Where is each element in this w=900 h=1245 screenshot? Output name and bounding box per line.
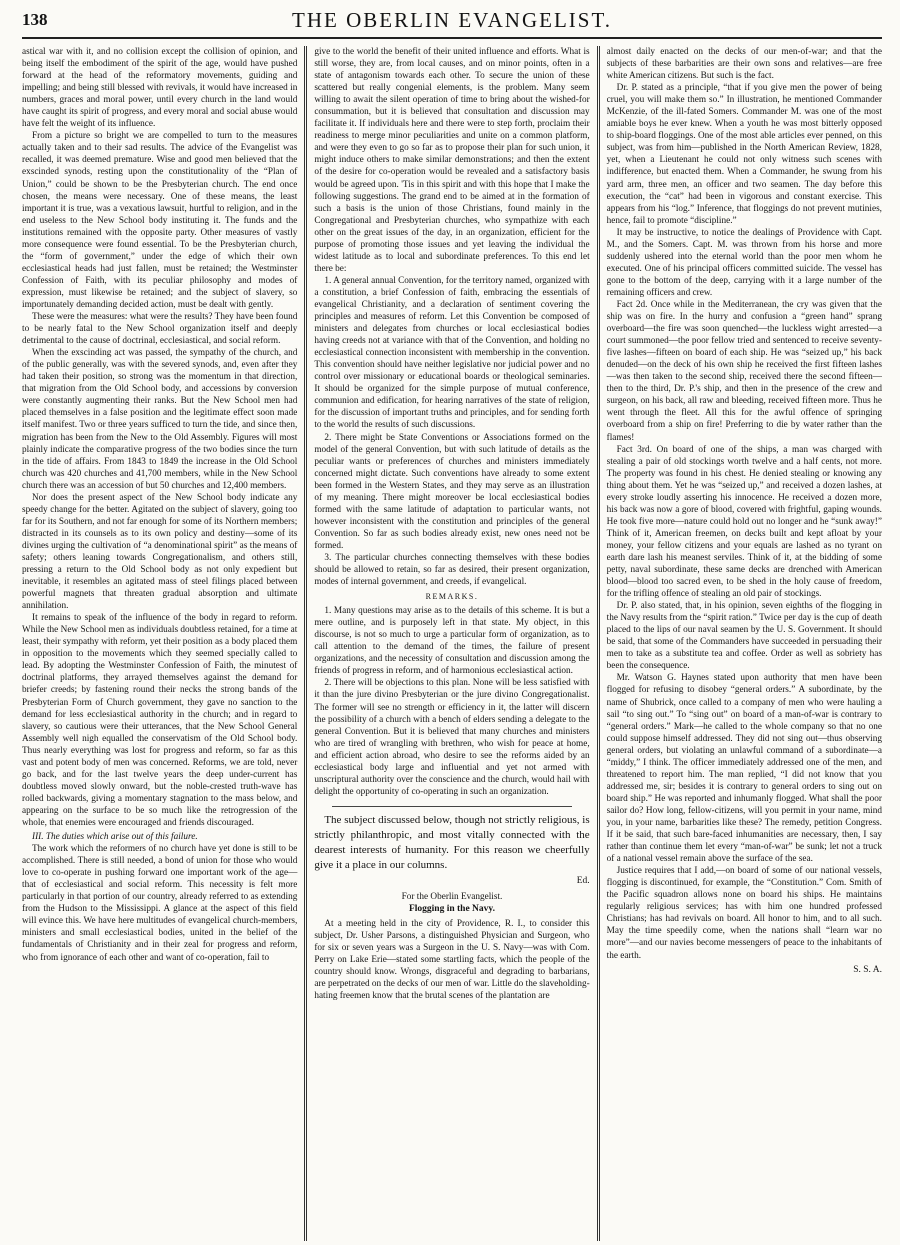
- paragraph: 1. A general annual Convention, for the territory named, organized with a constitution, a brief Confession of faith, embracing the essentials of evangelical Christianity, and a declaration of sentiment covering the principles and measures of reform. Let this Convention be composed of ministers and delegates from churches or local ecclesiastical bodies having creeds not at variance with that of the Convention, and holding no ecclesiastical connection inconsistent with membership in the convention. This convention should have neither legislative nor judicial power and no control over missionary or educational boards or theological seminaries. It should be organized for the simple purpose of mutual conference, communion and edification, for hearing narratives of the state of religion, for the discussion of important truths and principles, and for sending forth to the world the results of such discussions.: [314, 275, 590, 431]
- paragraph: Fact 3rd. On board of one of the ships, a man was charged with stealing a pair of old stockings worth twelve and a half cents, not more. The property was found in his chest. He denied stealing or knowing any thing about them. Yet he was “seized up,” and received a dozen lashes, at every stroke loudly asserting his innocence. He received a dozen more, his back was now a gore of blood, covered with frightful, gaping wounds. He took five more—nature could hold out no longer and he “sunk away!” Think of it, American freemen, on decks built and kept afloat by your money, your fellow citizens and your equals are lashed as no tyrant on earth dare lash his meanest serviles. Think of it, at the bidding of some petty, naval subordinate, these same decks are drenched with American blood—blood too sacred even, to be shed in the holy cause of freedom, for the trifling offence of stealing an old pair of stockings.: [606, 444, 882, 600]
- page-header: [22, 8, 882, 34]
- paragraph: 2. There might be State Conventions or Associations formed on the model of the general Convention, but with such latitude of details as the peculiar wants or preferences of churches and ministers immediately concerned might dictate. Such conventions have already to some extent been formed in the Western States, and they may serve as an illustration of my meaning. There might moreover be local ecclesiastical bodies formed with the same latitude of adaptation to particular wants, not however inconsistent with the constitution and principles of the general Convention. So far as such bodies already exist, new ones need not be formed.: [314, 432, 590, 551]
- article-title: Flogging in the Navy.: [408, 904, 496, 914]
- paragraph: almost daily enacted on the decks of our men-of-war; and that the subjects of these barbarities are their own sons and relatives—are free white American citizens. But such is the fact.: [606, 47, 882, 82]
- paragraph: 2. There will be objections to this plan. None will be less satisfied with it than the jure divino Presbyterian or the jure divino Congregationalist. The former will see no strength or efficiency in it, the latter will discern the possibility of a church with a bench of elders sending a delegate to the general Convention. But it is believed that many churches and ministers who are tired of wrangling with brethren, who wish for peace at home, and efficient action abroad, who desire to see the reforms aided by an ecclesiastical body large and influential and yet not armed with unscriptural authority over the conscience and the church, would hail with delight the opportunity of co-operating in such an organization.: [314, 678, 590, 797]
- page-number: 138: [22, 10, 48, 29]
- section-rule: [332, 806, 571, 807]
- column-3: [600, 46, 882, 1241]
- paragraph: It may be instructive, to notice the dealings of Providence with Capt. M., and the Somers. Capt. M. was thrown from his horse and more suddenly ushered into the eternal world than the poor men whom he executed. One of his principal officers committed suicide. The vessel has gone to the bottom of the deep, carrying with it a large number of the remaining officers and crew.: [606, 227, 882, 298]
- paragraph: 1. Many questions may arise as to the details of this scheme. It is but a mere outline, and is purposely left in that state. My object, in this discourse, is not so much to urge a particular form of organization, as to call attention to the demand of the times, the failure of present organizations, and the necessity of consultation and discussion among the friends of progress in reform, and of harmonious ecclesiastical action.: [314, 606, 590, 677]
- column-2: [307, 46, 596, 1241]
- paragraph: At a meeting held in the city of Providence, R. I., to consider this subject, Dr. Usher Parsons, a distinguished Physician and Surgeon, who for six or seven years was a Surgeon in the U. S. Navy—was with Com. Perry on Lake Erie—stated some startling facts, which the people of the country should know. Wrongs, disgraceful and degrading to barbarians, are perpetrated on the decks of our men of war. Little do the slaveholding-hating freemen know that the brutal scenes of the plantation are: [314, 919, 590, 1002]
- paragraph: Nor does the present aspect of the New School body indicate any speedy change for the better. Agitated on the subject of slavery, going too far for its Southern, and not far enough for some of its Northern members; distracted in its counsels as to its own policy and destiny—some of its divines urging the cultivation of “a denominational spirit” as the means of safety; others leaning towards Congregationalism, and others still, pressing a return to the Old School body as not only expedient but inevitable, it resembles an agitated mass of steel filings placed between powerful magnets that threaten gradual absorption and ultimate annihilation.: [22, 492, 298, 612]
- header-rule: [22, 37, 882, 39]
- paragraph: When the exscinding act was passed, the sympathy of the church, and of the public generally, was with the severed synods, and, even after they had taken their position, so strong was the momentum in that direction, that migration from the Old School body, and accessions by conversion were constantly augmenting their ranks. But the New School men had placed themselves in a false position and the legitimate effect soon made itself manifest. Two or three years sufficed to turn the tide, and since then, migration has been from the New to the Old Assembly. Figures will most plainly indicate the comparative progress of the two bodies since the turn in the tide of affairs. From 1843 to 1849 the increase in the Old School church was 420 churches and 41,700 members, while in the New School church there was an accession of but 50 churches and 12,400 members.: [22, 348, 298, 491]
- paragraph: Justice requires that I add,—on board of some of our national vessels, flogging is discontinued, for example, the “Constitution.” Com. Smith of the Pacific squadron allows none on board his ships. He maintains regularly religious services; has with him one hundred professed Christians; has had revivals on board. All honor to him, and to all such. May the time speedily come, when the nations shall “learn war no more”—and our navies become messengers of peace to the inhabitants of the earth.: [606, 866, 882, 961]
- paragraph: Fact 2d. Once while in the Mediterranean, the cry was given that the ship was on fire. In the hurry and confusion a “green hand” sprang overboard—the fire was soon quenched—the luckless wight arrested—a court summoned—the poor fellow tried and sentenced to receive seventy-five lashes—fifteen on board of each ship. He was “seized up,” his back denuded—on the deck of his own ship he received the first fifteen lashes—was then taken to the second ship, received there the second fifteen—then to the third, Dr. P.'s ship, and then in the presence of the crew and surgeon, on his back, all raw and bleeding, received fifteen more. Thus he went through the fleet. All this for the awful offence of springing overboard from a ship on fire! Preferring to die by water rather than the flames!: [606, 299, 882, 443]
- paragraph: From a picture so bright we are compelled to turn to the measures actually taken and to their sad results. The advice of the Evangelist was recalled, it was deemed premature. Wise and good men believed that the exscinded synods, resting upon the constitutionality of the “Plan of Union,” could be shown to be the Presbyterian church. The end once chosen, the means were necessary. One of these means, the least important it is true, was a vexatious lawsuit, hurtful to religion, and in the end useless to the New School body instituting it. The funds and the institutions remained with the opposite party. Other measures of vastly more consequence were found essential. To be the Presbyterian church, the “form of government,” under the edge of which their own ecclesiastical heads had just fallen, must be retained; the Westminster Confession of Faith, with its peculiar philosophy and modes of expression, must likewise be retained; and the subject of slavery, so importunately demanding decided action, must be dealt with gently.: [22, 131, 298, 310]
- paragraph: give to the world the benefit of their united influence and efforts. What is still worse, they are, from local causes, and on minor points, often in a state of antagonism towards each other. To secure the union of these scattered but really congenial elements, is the problem. Many seem willing to await the silent operation of time to bring about the wished-for consummation, but it is believed that consultation and discussion may facilitate it. If individuals here and there were to step forth, proclaim their readiness to merge minor peculiarities and unite on a common platform, and were they even to go so far as to propose their plan for such union, it might induce others to make similar demonstrations; and then the extent of the desire for co-operation would be revealed and a satisfactory basis would be agreed upon. 'Tis in this spirit and with this hope that I make the following suggestions. The grand end to be aimed at in the formation of such a basis is the union of those Christians, found mainly in the Congregational and Presbyterian churches, who sympathize with each other on the great issues of the day, in an organization, efficient for the purpose of promoting those issues and yet leaving the individual the widest latitude as to local and subordinate preferences. To this end let there be:: [314, 47, 590, 274]
- paragraph: 3. The particular churches connecting themselves with these bodies should be allowed to retain, so far as desired, their present organization, modes of internal government, and creeds, if evangelical.: [314, 552, 590, 588]
- section-heading: III. The duties which arise out of this failure.: [32, 832, 198, 843]
- remarks-heading: REMARKS.: [425, 592, 479, 602]
- text-columns: [22, 46, 882, 1241]
- editor-signature: Ed.: [576, 875, 590, 886]
- paragraph: astical war with it, and no collision except the collision of opinion, and being itself the embodiment of the spirit of the age, would have pushed forward at the head of the reformatory movements, guiding and impelling; and being still blessed with revivals, it would have increased in numbers, graces and moral power, until every church in the land would have caught its spirit of progress, and every moral and social abuse would have felt the weight of its influence.: [22, 47, 298, 130]
- paragraph: These were the measures: what were the results? They have been found to be nearly fatal to the New School organization itself and deeply detrimental to the cause of doctrinal, ecclesiastical, and social reform.: [22, 312, 298, 347]
- masthead-title: THE OBERLIN EVANGELIST.: [292, 8, 612, 32]
- paragraph: Mr. Watson G. Haynes stated upon authority that men have been flogged for refusing to disobey “general orders.” A subordinate, by the name of Shubrick, once called to a company of men who were hauling a sail “to sing out.” To “sing out” on board of a man-of-war is contrary to “general orders.” Mark—he called to the whole company so that no one could suppose himself addressed. They did not sing out—thus observing general orders, but violating an unlawful command of a subordinate—a “middy,” I think. The officer immediately addressed one of the men, and threatened to report him. The man replied, “I did not know that you addressed me, sir; besides it is contrary to general orders to sing out on board ship.” He was reported and inhumanly flogged. What shall the poor sailor do? How long, fellow-citizens, will you permit in your name, mind you, in your name, barbarities like these? The remedy, petition Congress. If it be said, that such bare-faced inhumanities are necessary, then, I say rather than continue them let every “man-of-war” be sunk; let not a truck of a national vessel remain above the surface of the sea.: [606, 673, 882, 865]
- byline: For the Oberlin Evangelist.: [401, 891, 503, 902]
- column-1: [22, 46, 304, 1241]
- author-signature: S. S. A.: [853, 964, 882, 975]
- editor-note: The subject discussed below, though not strictly religious, is strictly philanthropic, and most vitally connected with the dearest interests of humanity. For this reason we cheerfully give it a place in our columns.: [314, 813, 590, 871]
- paragraph: Dr. P. stated as a principle, “that if you give men the power of being cruel, you will make them so.” In illustration, he mentioned Commander McKenzie, of the ill-fated Somers. Commander M. was one of the most amiable boys he ever knew. When a youth he was most bitterly opposed to ship-board floggings. One of the most able articles ever penned, on this subject, was from him—published in the North American Review, 1828, yet, when a Lieutenant he could not only witness such scenes with indifference, but enacted them. When a Commander, he swung from his yard arm, three men, an officer and two seamen. The day before this execution, the “cat” had been in vigorous and constant exercise. This appears from his “log.” Inference, that floggings do not prevent mutinies, hence, fail to promote “discipline.”: [606, 83, 882, 226]
- paragraph: It remains to speak of the influence of the body in regard to reform. While the New School men as individuals doubtless retained, for a time at least, their sympathy with reform, yet their position as a body placed them in opposition to the movements which they seemed specially called to lead. By adopting the Westminster Confession of Faith, the minutest of doctrinal platforms, they arrayed themselves against the demand for briefer creeds; by fastening round their necks the strong bands of the Presbyterian Form of Church government, they gave no sanction to the demand for less ecclesiastical authority in the church; and in regard to slavery, so cautious were their utterances, that the New School General Assembly well nigh equalled the conservatism of the Old School body. Thus nearly everything was lost for progress and reform, so far as this vast and potent body of men was concerned. Reforms, we are told, never go back, and for the last twelve years the deep under-current has doubtless moved slowly onward, but the noble-crested truth-wave has rolled backwards, giving a momentary stagnation to the mass below, and appearing on the surface to be so much like the retrogression of the whole, that enemies were encouraged and friends discouraged.: [22, 613, 298, 828]
- paragraph: Dr. P. also stated, that, in his opinion, seven eighths of the flogging in the Navy results from the “spirit ration.” Twice per day is the cup of death placed to the lips of our naval seamen by the U. S. Government. It should be said, that some of the Commanders have succeeded in persuading their men to take as a substitute tea and coffee. Order as well as sobriety has been the consequence.: [606, 601, 882, 672]
- paragraph: The work which the reformers of no church have yet done is still to be accomplished. There is still needed, a bond of union for those who would love to co-operate in pushing forward one important work of the age—that of ecclesiastical and social reform. This necessity is felt more particularly in that portion of our country, already referred to as extending from the Hudson to the Mississippi. A glance at the aspect of this field will evince this. We have here multitudes of evangelical church-members, ministers and small ecclesiastical bodies, united in the belief of the fundamentals of Christianity and in their zeal for progress and reform, who from ignorance of each other and want of co-operation, fail to: [22, 844, 298, 963]
